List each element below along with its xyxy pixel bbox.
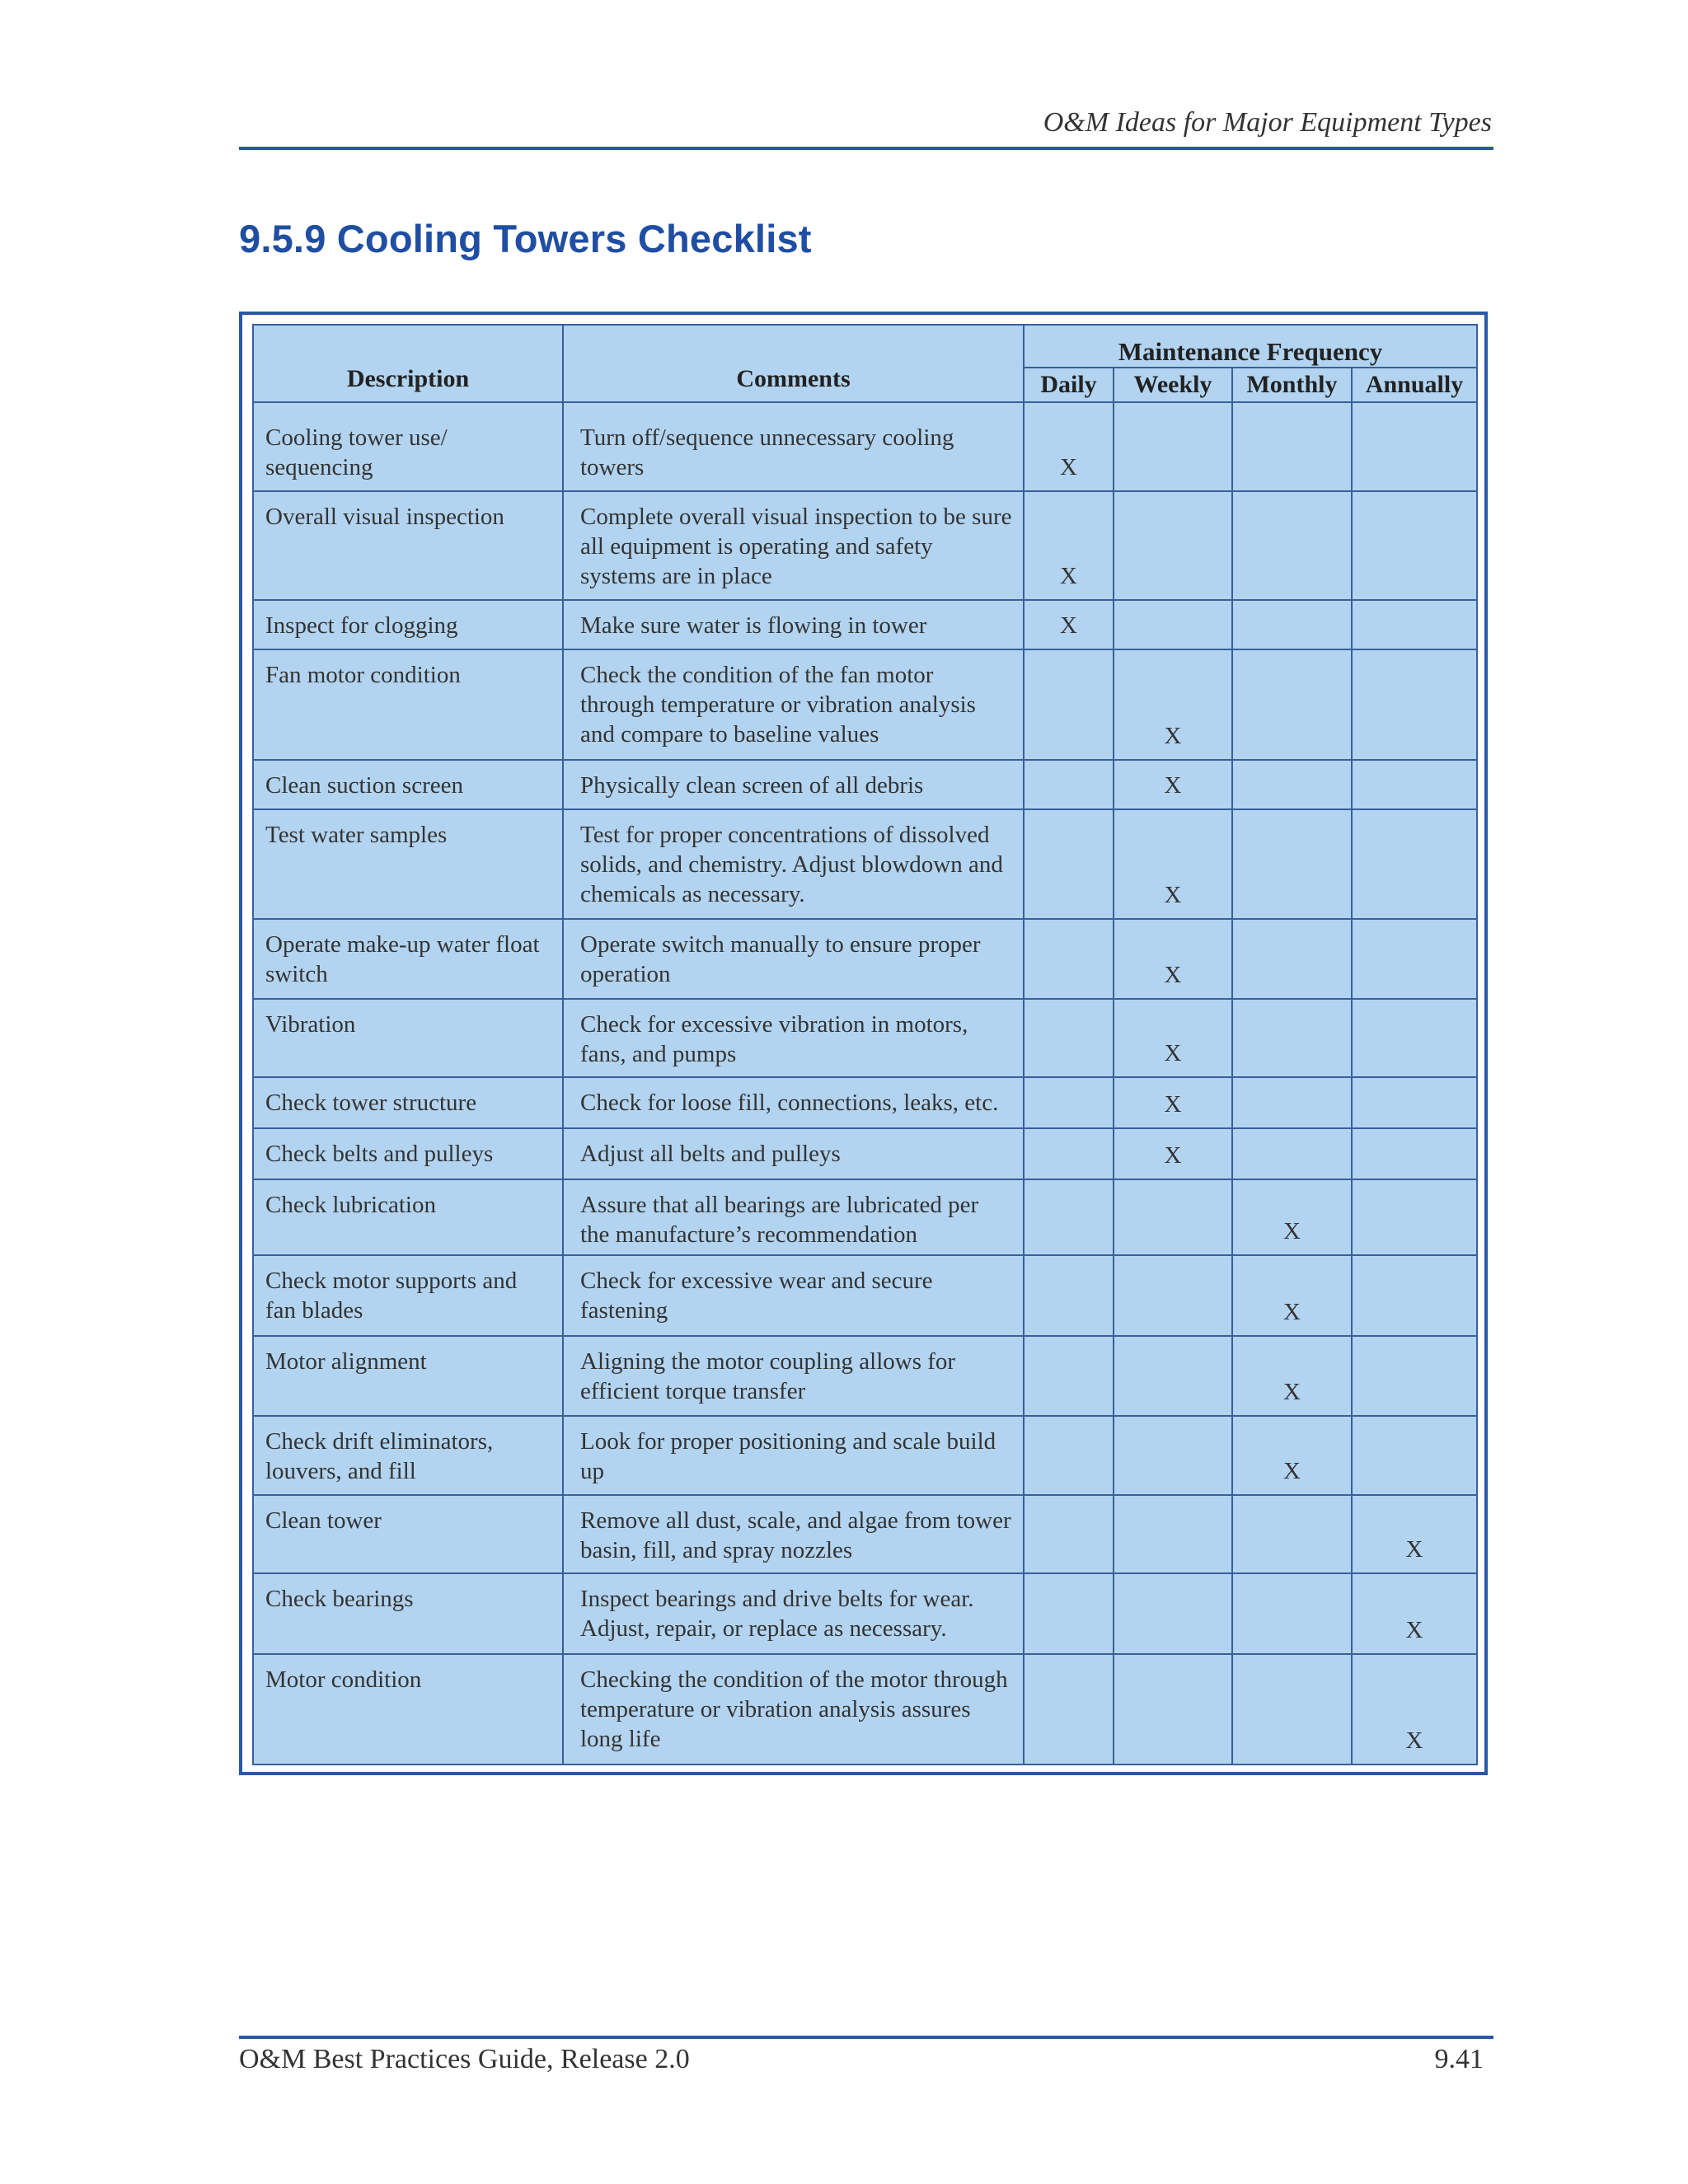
- row-comments: Assure that all bearings are lubricated per the manufacture’s recommendation: [563, 1179, 1024, 1255]
- annually-mark: [1352, 1416, 1477, 1495]
- table-row: [253, 1573, 1477, 1654]
- table-row: [253, 1495, 1477, 1573]
- weekly-mark: [1114, 1336, 1232, 1416]
- table-row: [253, 999, 1477, 1077]
- monthly-mark: [1232, 649, 1352, 760]
- footer-publication: O&M Best Practices Guide, Release 2.0: [239, 2044, 690, 2074]
- daily-mark: [1024, 760, 1114, 809]
- annually-mark: [1352, 999, 1477, 1077]
- annually-mark: [1352, 1255, 1477, 1336]
- table-row: [253, 402, 1477, 491]
- daily-mark: [1024, 919, 1114, 999]
- monthly-mark: X: [1232, 1179, 1352, 1255]
- table-row: [253, 809, 1477, 919]
- monthly-mark: X: [1232, 1416, 1352, 1495]
- daily-mark: X: [1024, 491, 1114, 600]
- row-comments: Check for excessive vibration in motors, fans, and pumps: [563, 999, 1024, 1077]
- row-description: Clean suction screen: [253, 760, 563, 809]
- table-row: [253, 491, 1477, 600]
- table-row: [253, 1179, 1477, 1255]
- daily-mark: [1024, 1416, 1114, 1495]
- annually-mark: [1352, 919, 1477, 999]
- annually-mark: X: [1352, 1495, 1477, 1573]
- row-comments: Remove all dust, scale, and algae from tower basin, fill, and spray nozzles: [563, 1495, 1024, 1573]
- row-description: Motor alignment: [253, 1336, 563, 1416]
- row-description: Check tower structure: [253, 1077, 563, 1128]
- row-description: Motor condition: [253, 1654, 563, 1765]
- row-description: Cooling tower use/ sequencing: [253, 402, 563, 491]
- monthly-mark: [1232, 600, 1352, 649]
- weekly-mark: X: [1114, 919, 1232, 999]
- monthly-mark: [1232, 1128, 1352, 1179]
- daily-mark: [1024, 1128, 1114, 1179]
- monthly-mark: [1232, 760, 1352, 809]
- column-header-weekly: Weekly: [1114, 368, 1232, 402]
- daily-mark: [1024, 649, 1114, 760]
- row-description: Check belts and pulleys: [253, 1128, 563, 1179]
- daily-mark: [1024, 1255, 1114, 1336]
- footer-rule: [239, 2036, 1493, 2039]
- row-description: Overall visual inspection: [253, 491, 563, 600]
- column-header-daily: Daily: [1024, 368, 1114, 402]
- daily-mark: [1024, 1336, 1114, 1416]
- annually-mark: [1352, 1128, 1477, 1179]
- annually-mark: [1352, 600, 1477, 649]
- row-description: Fan motor condition: [253, 649, 563, 760]
- column-header-description: Description: [253, 325, 563, 402]
- weekly-mark: X: [1114, 1077, 1232, 1128]
- weekly-mark: X: [1114, 809, 1232, 919]
- column-header-monthly: Monthly: [1232, 368, 1352, 402]
- weekly-mark: X: [1114, 649, 1232, 760]
- table-row: [253, 649, 1477, 760]
- header-rule: [239, 147, 1493, 150]
- row-comments: Look for proper positioning and scale build up: [563, 1416, 1024, 1495]
- weekly-mark: X: [1114, 760, 1232, 809]
- annually-mark: [1352, 760, 1477, 809]
- row-comments: Check the condition of the fan motor through temperature or vibration analysis and compare to baseline values: [563, 649, 1024, 760]
- row-comments: Inspect bearings and drive belts for wear. Adjust, repair, or replace as necessary.: [563, 1573, 1024, 1654]
- column-header-annually: Annually: [1352, 368, 1477, 402]
- row-comments: Turn off/sequence unnecessary cooling towers: [563, 402, 1024, 491]
- annually-mark: [1352, 649, 1477, 760]
- daily-mark: [1024, 1573, 1114, 1654]
- weekly-mark: [1114, 1495, 1232, 1573]
- weekly-mark: [1114, 402, 1232, 491]
- row-comments: Physically clean screen of all debris: [563, 760, 1024, 809]
- weekly-mark: X: [1114, 999, 1232, 1077]
- daily-mark: [1024, 809, 1114, 919]
- section-title: 9.5.9 Cooling Towers Checklist: [239, 217, 812, 260]
- checklist-frame: [239, 312, 1488, 1775]
- weekly-mark: X: [1114, 1128, 1232, 1179]
- row-description: Clean tower: [253, 1495, 563, 1573]
- weekly-mark: [1114, 600, 1232, 649]
- table-row: [253, 1128, 1477, 1179]
- monthly-mark: [1232, 1077, 1352, 1128]
- monthly-mark: X: [1232, 1336, 1352, 1416]
- daily-mark: X: [1024, 402, 1114, 491]
- table-row: [253, 1077, 1477, 1128]
- row-description: Check motor supports and fan blades: [253, 1255, 563, 1336]
- monthly-mark: [1232, 1495, 1352, 1573]
- daily-mark: [1024, 1077, 1114, 1128]
- table-row: [253, 600, 1477, 649]
- row-comments: Checking the condition of the motor through temperature or vibration analysis assures long life: [563, 1654, 1024, 1765]
- annually-mark: X: [1352, 1654, 1477, 1765]
- column-group-maintenance-frequency: Maintenance Frequency: [1024, 325, 1477, 368]
- column-header-comments: Comments: [563, 325, 1024, 402]
- row-description: Operate make-up water float switch: [253, 919, 563, 999]
- row-comments: Check for excessive wear and secure fastening: [563, 1255, 1024, 1336]
- row-comments: Test for proper concentrations of dissolved solids, and chemistry. Adjust blowdown and chemicals as necessary.: [563, 809, 1024, 919]
- row-description: Inspect for clogging: [253, 600, 563, 649]
- row-description: Test water samples: [253, 809, 563, 919]
- checklist-table: [252, 324, 1478, 1765]
- row-comments: Aligning the motor coupling allows for efficient torque transfer: [563, 1336, 1024, 1416]
- running-header: O&M Ideas for Major Equipment Types: [1043, 107, 1492, 138]
- table-row: [253, 1255, 1477, 1336]
- monthly-mark: [1232, 919, 1352, 999]
- weekly-mark: [1114, 1179, 1232, 1255]
- monthly-mark: [1232, 999, 1352, 1077]
- row-comments: Operate switch manually to ensure proper operation: [563, 919, 1024, 999]
- table-row: [253, 1654, 1477, 1765]
- table-row: [253, 1336, 1477, 1416]
- daily-mark: X: [1024, 600, 1114, 649]
- page-number: 9.41: [1434, 2044, 1484, 2074]
- monthly-mark: [1232, 1573, 1352, 1654]
- annually-mark: X: [1352, 1573, 1477, 1654]
- daily-mark: [1024, 1179, 1114, 1255]
- monthly-mark: [1232, 1654, 1352, 1765]
- row-description: Check lubrication: [253, 1179, 563, 1255]
- row-comments: Adjust all belts and pulleys: [563, 1128, 1024, 1179]
- row-description: Check drift eliminators, louvers, and fill: [253, 1416, 563, 1495]
- annually-mark: [1352, 1179, 1477, 1255]
- row-description: Check bearings: [253, 1573, 563, 1654]
- weekly-mark: [1114, 491, 1232, 600]
- annually-mark: [1352, 1336, 1477, 1416]
- row-comments: Make sure water is flowing in tower: [563, 600, 1024, 649]
- row-comments: Complete overall visual inspection to be sure all equipment is operating and safety systems are in place: [563, 491, 1024, 600]
- weekly-mark: [1114, 1255, 1232, 1336]
- daily-mark: [1024, 1654, 1114, 1765]
- row-description: Vibration: [253, 999, 563, 1077]
- table-row: [253, 919, 1477, 999]
- weekly-mark: [1114, 1573, 1232, 1654]
- monthly-mark: [1232, 809, 1352, 919]
- annually-mark: [1352, 1077, 1477, 1128]
- annually-mark: [1352, 402, 1477, 491]
- weekly-mark: [1114, 1416, 1232, 1495]
- table-row: [253, 760, 1477, 809]
- daily-mark: [1024, 999, 1114, 1077]
- row-comments: Check for loose fill, connections, leaks, etc.: [563, 1077, 1024, 1128]
- weekly-mark: [1114, 1654, 1232, 1765]
- monthly-mark: [1232, 402, 1352, 491]
- annually-mark: [1352, 491, 1477, 600]
- table-row: [253, 1416, 1477, 1495]
- monthly-mark: [1232, 491, 1352, 600]
- daily-mark: [1024, 1495, 1114, 1573]
- annually-mark: [1352, 809, 1477, 919]
- monthly-mark: X: [1232, 1255, 1352, 1336]
